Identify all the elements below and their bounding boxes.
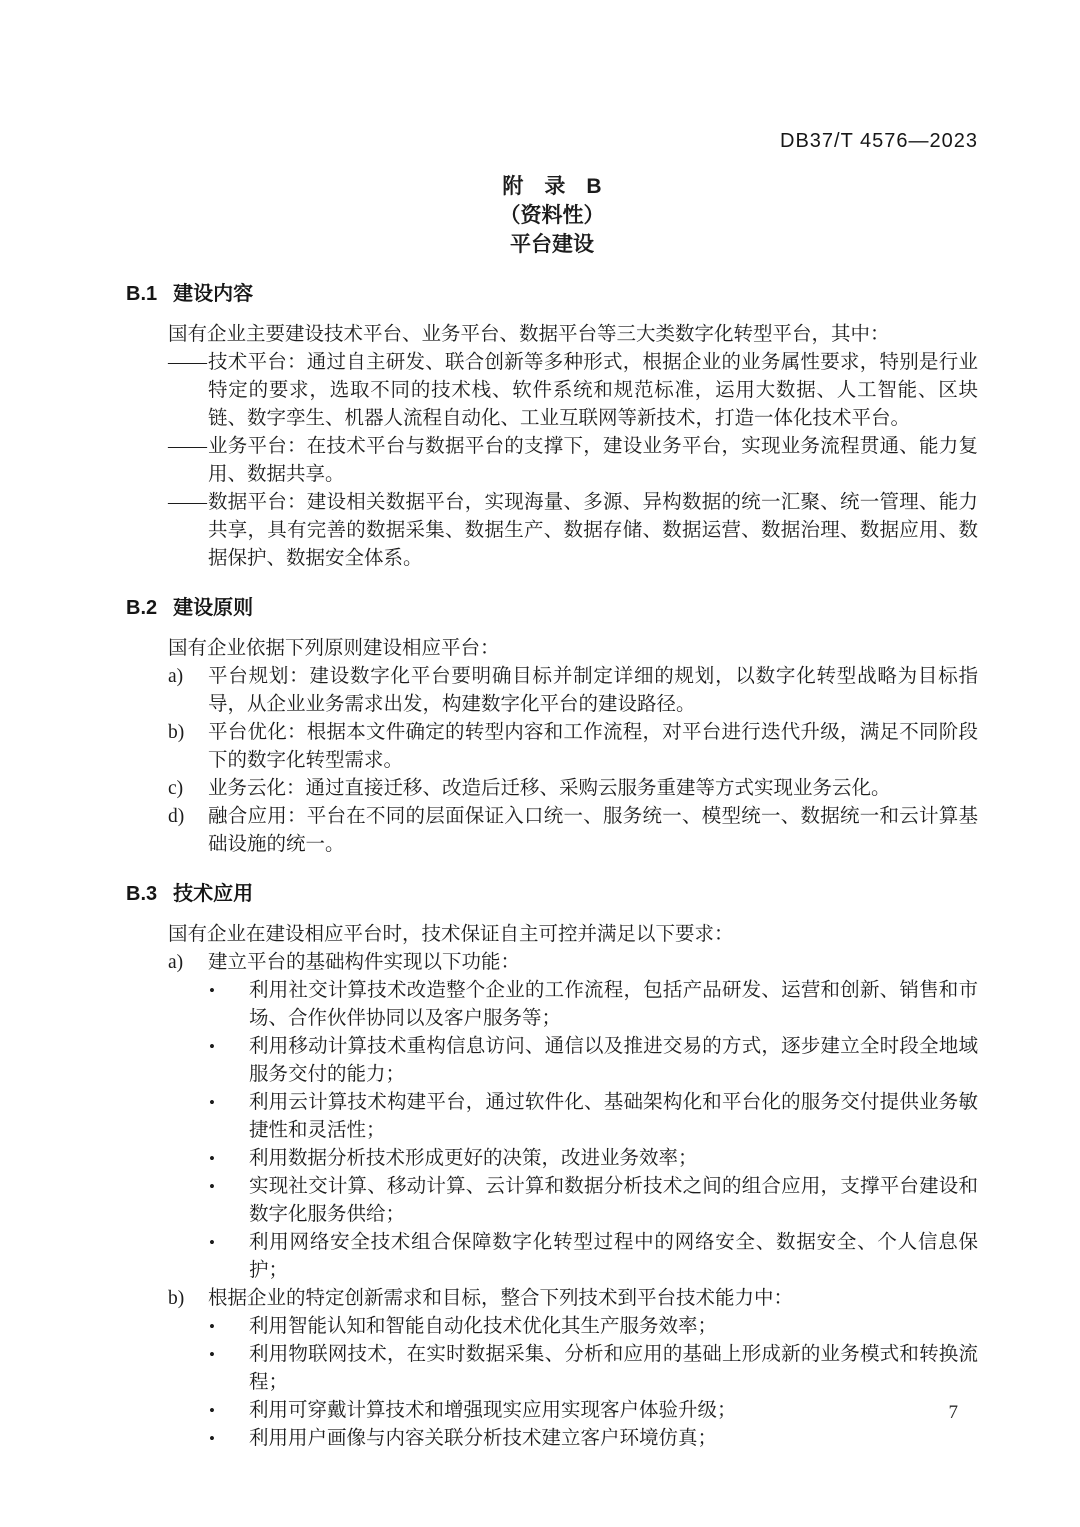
item-letter: a) (168, 666, 184, 687)
bullet-item (205, 1033, 978, 1089)
bullet-item (205, 1173, 978, 1229)
section-title: 技术应用 (173, 883, 254, 905)
dash-marker: —— (168, 352, 207, 373)
section-number: B.3 (126, 883, 158, 905)
lettered-item-text: 根据企业的特定创新需求和目标，整合下列技术到平台技术能力中： (208, 1288, 794, 1309)
bullet-item-text: 利用移动计算技术重构信息访问、通信以及推进交易的方式，逐步建立全时段全地域服务交付的能力； (249, 1036, 978, 1085)
section-heading (126, 280, 978, 308)
lettered-item-text: 融合应用：平台在不同的层面保证入口统一、服务统一、模型统一、数据统一和云计算基础设施的统一。 (208, 806, 978, 855)
bullet-item (205, 977, 978, 1033)
bullet-icon: • (209, 1233, 215, 1252)
bullet-icon: • (209, 1429, 215, 1448)
appendix-title-block (126, 172, 978, 259)
bullet-item-text: 利用云计算技术构建平台，通过软件化、基础架构化和平台化的服务交付提供业务敏捷性和灵活性； (249, 1092, 978, 1141)
lettered-item (168, 719, 978, 775)
section-intro: 国有企业主要建设技术平台、业务平台、数据平台等三大类数字化转型平台，其中： (168, 324, 890, 345)
bullet-item (205, 1313, 978, 1341)
bullet-icon: • (209, 1093, 215, 1112)
bullet-item-text: 利用智能认知和智能自动化技术优化其生产服务效率； (249, 1316, 718, 1337)
lettered-item (168, 803, 978, 859)
item-letter: d) (168, 806, 185, 827)
bullet-icon: • (209, 1345, 215, 1364)
lettered-item-text: 平台规划：建设数字化平台要明确目标并制定详细的规划，以数字化转型战略为目标指导，从企业业务需求出发，构建数字化平台的建设路径。 (208, 666, 978, 715)
section-intro: 国有企业在建设相应平台时，技术保证自主可控并满足以下要求： (168, 924, 734, 945)
bullet-item-text: 利用社交计算技术改造整个企业的工作流程，包括产品研发、运营和创新、销售和市场、合作伙伴协同以及客户服务等； (249, 980, 978, 1029)
dash-marker: —— (168, 492, 207, 513)
appendix-subject: 平台建设 (510, 233, 594, 256)
item-letter: b) (168, 1288, 185, 1309)
page-number: 7 (948, 1402, 958, 1423)
dash-item-text: 技术平台：通过自主研发、联合创新等多种形式，根据企业的业务属性要求，特别是行业特定的要求，选取不同的技术栈、软件系统和规范标准，运用大数据、人工智能、区块链、数字孪生、机器人流程自动化、工业互联网等新技术，打造一体化技术平台。 (208, 352, 978, 429)
dash-item-text: 业务平台：在技术平台与数据平台的支撑下，建设业务平台，实现业务流程贯通、能力复用、数据共享。 (208, 436, 978, 485)
bullet-item-text: 利用物联网技术，在实时数据采集、分析和应用的基础上形成新的业务模式和转换流程； (249, 1344, 978, 1393)
item-letter: b) (168, 722, 185, 743)
lettered-item (168, 775, 978, 803)
bullet-icon: • (209, 1177, 215, 1196)
lettered-item-text: 业务云化：通过直接迁移、改造后迁移、采购云服务重建等方式实现业务云化。 (208, 778, 891, 799)
bullet-icon: • (209, 1401, 215, 1420)
lettered-item-text: 平台优化：根据本文件确定的转型内容和工作流程，对平台进行迭代升级，满足不同阶段下的数字化转型需求。 (208, 722, 978, 771)
bullet-item (205, 1425, 978, 1453)
section-b2 (126, 594, 978, 859)
bullet-item-text: 利用数据分析技术形成更好的决策，改进业务效率； (249, 1148, 698, 1169)
section-title: 建设内容 (173, 283, 254, 305)
section-intro: 国有企业依据下列原则建设相应平台： (168, 638, 500, 659)
bullet-item-text: 实现社交计算、移动计算、云计算和数据分析技术之间的组合应用，支撑平台建设和数字化服务供给； (249, 1176, 978, 1225)
dash-item (168, 349, 978, 433)
lettered-item (168, 1285, 978, 1313)
bullet-item-text: 利用网络安全技术组合保障数字化转型过程中的网络安全、数据安全、个人信息保护； (249, 1232, 978, 1281)
bullet-item (205, 1089, 978, 1145)
dash-item (168, 433, 978, 489)
section-heading (126, 594, 978, 622)
page-content (126, 126, 978, 1453)
bullet-icon: • (209, 1317, 215, 1336)
appendix-nature: （资料性） (499, 204, 605, 227)
section-heading (126, 880, 978, 908)
bullet-icon: • (209, 1037, 215, 1056)
section-title: 建设原则 (173, 597, 254, 619)
bullet-icon: • (209, 981, 215, 1000)
appendix-label: 附 录 B (502, 175, 602, 198)
bullet-item (205, 1229, 978, 1285)
section-b3 (126, 880, 978, 1453)
lettered-item-text: 建立平台的基础构件实现以下功能： (208, 952, 521, 973)
bullet-item (205, 1145, 978, 1173)
lettered-item (168, 663, 978, 719)
bullet-item-text: 利用可穿戴计算技术和增强现实应用实现客户体验升级； (249, 1400, 737, 1421)
doc-code: DB37/T 4576—2023 (780, 130, 978, 152)
bullet-icon: • (209, 1149, 215, 1168)
item-letter: c) (168, 778, 184, 799)
dash-item (168, 489, 978, 573)
bullet-item-text: 利用用户画像与内容关联分析技术建立客户环境仿真； (249, 1428, 718, 1449)
dash-item-text: 数据平台：建设相关数据平台，实现海量、多源、异构数据的统一汇聚、统一管理、能力共享，具有完善的数据采集、数据生产、数据存储、数据运营、数据治理、数据应用、数据保护、数据安全体系。 (208, 492, 978, 569)
section-number: B.2 (126, 597, 158, 619)
item-letter: a) (168, 952, 184, 973)
bullet-item (205, 1341, 978, 1397)
section-b1 (126, 280, 978, 573)
lettered-item (168, 949, 978, 977)
dash-marker: —— (168, 436, 207, 457)
section-number: B.1 (126, 283, 158, 305)
bullet-item (205, 1397, 978, 1425)
